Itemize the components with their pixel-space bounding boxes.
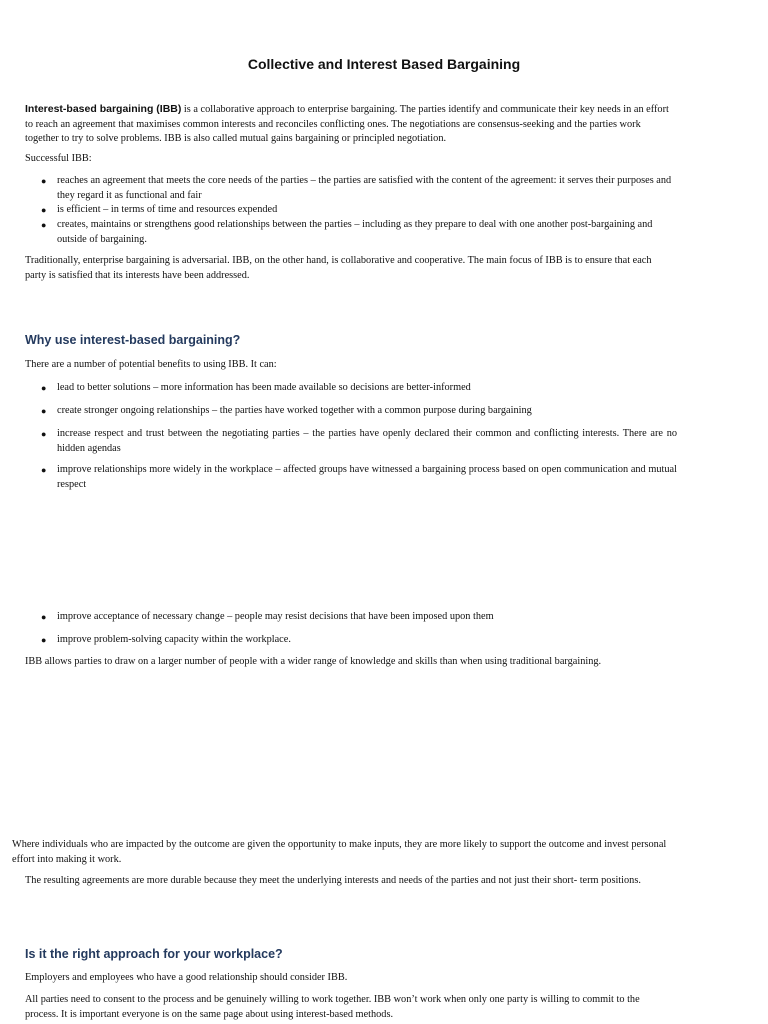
- bullet-icon: ●: [41, 465, 47, 475]
- list-item: create stronger ongoing relationships – the parties have worked together with a common purpose during bargaining: [57, 405, 532, 416]
- bullet-icon: ●: [41, 612, 47, 622]
- section-heading-right-approach: Is it the right approach for your workplace?: [25, 947, 283, 961]
- list-item: improve acceptance of necessary change – people may resist decisions that have been imposed upon them: [57, 611, 494, 622]
- right-p1: Employers and employees who have a good relationship should consider IBB.: [25, 972, 348, 983]
- section-heading-why: Why use interest-based bargaining?: [25, 333, 241, 347]
- intro-lead-bold: Interest-based bargaining (IBB): [25, 103, 182, 115]
- list-item: improve problem-solving capacity within the workplace.: [57, 634, 291, 645]
- bullet-icon: ●: [41, 205, 47, 215]
- resulting-paragraph: The resulting agreements are more durable because they meet the underlying interests and needs of the parties and not just their short- term positions.: [25, 875, 641, 886]
- intro-lead-rest: is a collaborative approach to enterprise bargaining. The parties identify and communicate their key needs in an effort to reach an agreement that maximises common interests and reconciles conflicting ones. The negotiations are consensus-seeking and the parties work together to try to solve problems. IBB is also called mutual gains bargaining or principled negotiation.: [25, 104, 669, 145]
- list-item: is efficient – in terms of time and resources expended: [57, 204, 278, 215]
- right-p2: All parties need to consent to the process and be genuinely willing to work together. IBB won’t work when only one party is willing to commit to the process. It is important everyone is on the same page about using interest-based methods.: [25, 994, 640, 1020]
- bullet-icon: ●: [41, 383, 47, 393]
- page-title: Collective and Interest Based Bargaining: [247, 56, 521, 72]
- list-item: improve relationships more widely in the workplace – affected groups have witnessed a bargaining process based on open communication and mutual respect: [57, 464, 677, 490]
- list-item: reaches an agreement that meets the core needs of the parties – the parties are satisfied with the content of the agreement: it serves their purposes and they regard it as functional and fair: [57, 175, 672, 201]
- bullet-icon: ●: [41, 220, 47, 230]
- successful-label: Successful IBB:: [25, 153, 92, 164]
- bullet-icon: ●: [41, 635, 47, 645]
- why-lead: There are a number of potential benefits to using IBB. It can:: [25, 359, 277, 370]
- allows-paragraph: IBB allows parties to draw on a larger number of people with a wider range of knowledge and skills than when using traditional bargaining.: [25, 656, 602, 667]
- bullet-icon: ●: [41, 429, 47, 439]
- where-paragraph: Where individuals who are impacted by the outcome are given the opportunity to make inputs, they are more likely to support the outcome and invest personal effort into making it work.: [12, 839, 667, 865]
- intro-paragraph: [25, 102, 675, 147]
- bullet-icon: ●: [41, 406, 47, 416]
- bullet-icon: ●: [41, 176, 47, 186]
- list-item: increase respect and trust between the negotiating parties – the parties have openly declared their common and conflicting interests. There are no hidden agendas: [57, 428, 677, 454]
- traditionally-paragraph: Traditionally, enterprise bargaining is adversarial. IBB, on the other hand, is collaborative and cooperative. The main focus of IBB is to ensure that each party is satisfied that its interests have been addressed.: [25, 255, 652, 281]
- list-item: lead to better solutions – more information has been made available so decisions are better-informed: [57, 382, 471, 393]
- list-item: creates, maintains or strengthens good relationships between the parties – including as they prepare to deal with one another post-bargaining and outside of bargaining.: [57, 219, 653, 245]
